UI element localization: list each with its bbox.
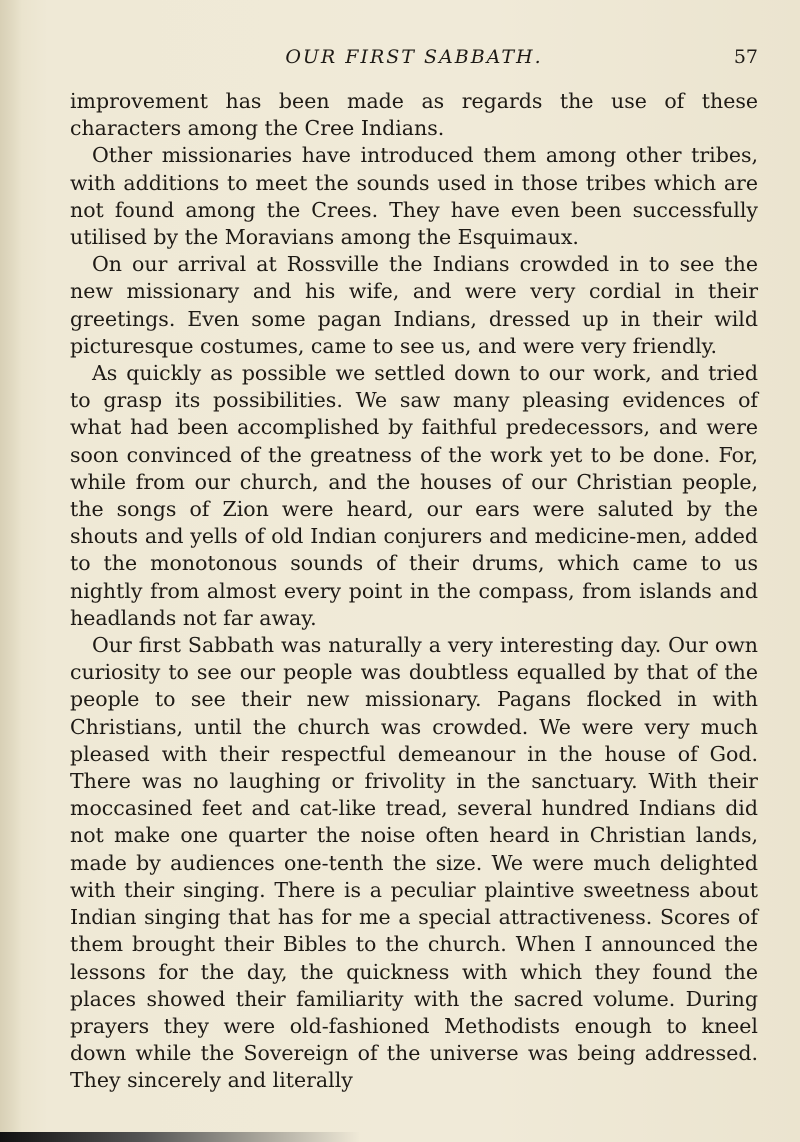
page-number: 57	[733, 46, 758, 68]
paragraph-1: improvement has been made as regards the use of these characters among the Cree Indians.	[70, 89, 758, 141]
running-head: OUR FIRST SABBATH.	[285, 46, 543, 68]
page-header	[70, 42, 758, 72]
paragraph-2: Other missionaries have introduced them among other tribes, with additions to meet the sounds used in those tribes which are not found among the Crees. They have even been successfully utilised by the Moravians among the Esquimaux.	[70, 143, 758, 250]
paragraph-4: As quickly as possible we settled down to our work, and tried to grasp its possibilities. We saw many pleasing evidences of what had been accomplished by faithful predecessors, and were soon convinced of the greatness of the work yet to be done. For, while from our church, and the houses of our Christian people, the songs of Zion were heard, our ears were saluted by the shouts and yells of old Indian conjurers and medicine-men, added to the monotonous sounds of their drums, which came to us nightly from almost every point in the compass, from islands and headlands not far away.	[70, 361, 758, 630]
body-text	[70, 88, 758, 1095]
page-gutter-shadow	[0, 0, 22, 1142]
scan-edge-mark	[0, 1132, 360, 1142]
paragraph-3: On our arrival at Rossville the Indians crowded in to see the new missionary and his wife, and were very cordial in their greetings. Even some pagan Indians, dressed up in their wild picturesque costumes, came to see us, and were very friendly.	[70, 252, 758, 358]
paragraph-5: Our first Sabbath was naturally a very interesting day. Our own curiosity to see our people was doubtless equalled by that of the people to see their new missionary. Pagans flocked in with Christians, until the church was crowded. We were very much pleased with their respectful demeanour in the house of God. There was no laughing or frivolity in the sanctuary. With their moccasined feet and cat-like tread, several hundred Indians did not make one quarter the noise often heard in Christian lands, made by audiences one-tenth the size. We were much delighted with their singing. There is a peculiar plaintive sweetness about Indian singing that has for me a special attractiveness. Scores of them brought their Bibles to the church. When I announced the lessons for the day, the quickness with which they found the places showed their familiarity with the sacred volume. During prayers they were old-fashioned Methodists enough to kneel down while the Sovereign of the universe was being addressed. They sincerely and literally	[70, 633, 758, 1093]
